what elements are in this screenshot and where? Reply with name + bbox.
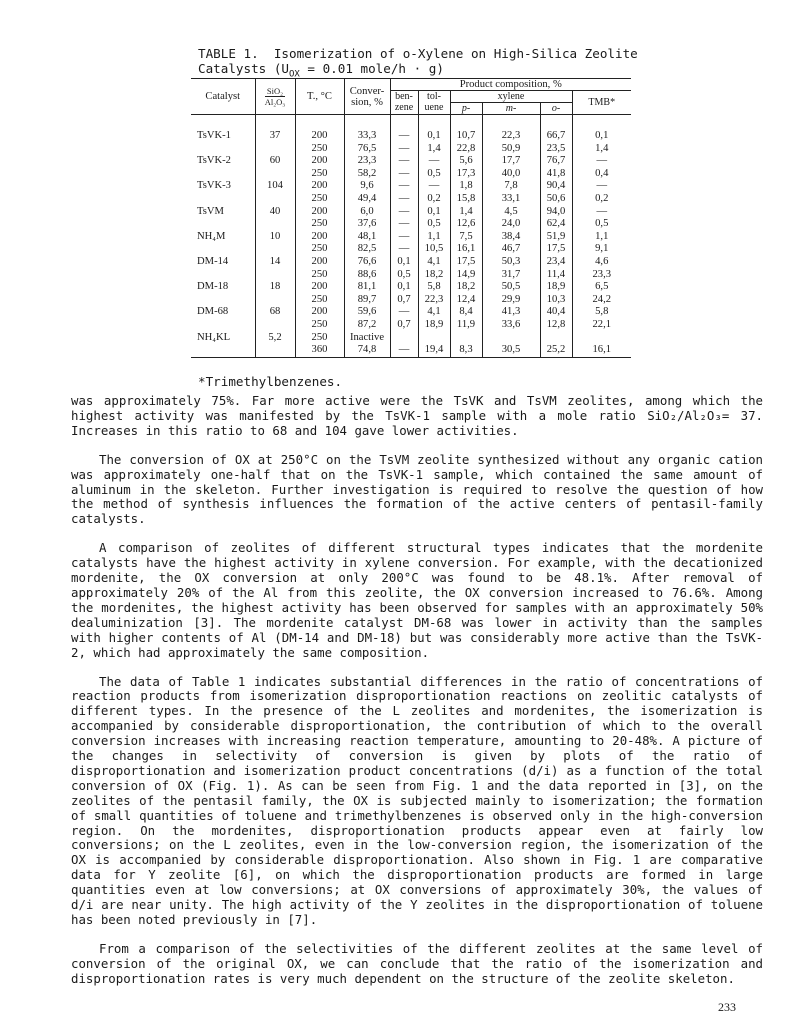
table-row <box>191 256 631 281</box>
cell-ratio: 104 <box>255 180 295 205</box>
cell-tol: 4,1 18,9 <box>418 306 450 331</box>
cell-p: 18,2 12,4 <box>450 281 482 306</box>
cell-temp: 200 250 <box>295 231 344 256</box>
cell-o: 40,4 12,8 <box>540 306 572 331</box>
header-conversion: Conver-sion, % <box>344 79 390 115</box>
cell-tol: — 0,2 <box>418 180 450 205</box>
cell-p: 5,6 17,3 <box>450 155 482 180</box>
caption-line-2-suffix: = 0.01 mole/h · g) <box>299 61 444 76</box>
body-text <box>71 394 763 1001</box>
cell-benz: — — <box>390 155 418 180</box>
cell-ratio: 40 <box>255 206 295 231</box>
ratio-denominator: Al₂O₃ <box>264 96 286 107</box>
table-footnote: *Trimethylbenzenes. <box>198 374 343 389</box>
header-product-composition: Product composition, % <box>390 79 631 91</box>
cell-o: 23,4 11,4 <box>540 256 572 281</box>
cell-temp: 200 250 <box>295 155 344 180</box>
cell-benz: — — <box>390 115 418 156</box>
header-toluene: tol-uene <box>418 91 450 115</box>
cell-tol: 0,1 0,5 <box>418 206 450 231</box>
cell-temp: 200 250 <box>295 306 344 331</box>
table-row <box>191 115 631 156</box>
caption-line-2-sub: OX <box>289 69 300 80</box>
cell-temp: 200 250 <box>295 180 344 205</box>
cell-temp: 200 250 <box>295 115 344 156</box>
cell-m: 22,3 50,9 <box>482 115 540 156</box>
page-number: 233 <box>718 1000 736 1014</box>
cell-temp: 200 250 <box>295 256 344 281</box>
cell-benz: — — <box>390 231 418 256</box>
header-catalyst: Catalyst <box>191 79 255 115</box>
caption-line-2-prefix: Catalysts (U <box>198 61 289 76</box>
cell-conv: 81,1 89,7 <box>344 281 390 306</box>
cell-o: 18,9 10,3 <box>540 281 572 306</box>
cell-p: 8,4 11,9 <box>450 306 482 331</box>
table-row <box>191 206 631 231</box>
paragraph-2: The conversion of OX at 250°C on the TsVM zeolite synthesized without any organic cation was approximately one-half that on the TsVK-1 sample, which contained the same amount of aluminum in the skeleton. Further investigation is required to resolve the question of how the method of synthesis influences the formation of the active centers of pentasil-family catalysts. <box>71 451 763 527</box>
cell-catalyst: NH₄KL <box>191 332 255 358</box>
cell-p: 1,8 15,8 <box>450 180 482 205</box>
cell-catalyst: TsVK-2 <box>197 155 231 167</box>
cell-tmb: 6,5 24,2 <box>572 281 631 306</box>
table-row <box>191 155 631 180</box>
cell-benz: — 0,7 <box>390 306 418 331</box>
table-row <box>191 231 631 256</box>
cell-catalyst: DM-68 <box>197 306 229 318</box>
cell-conv: 76,6 88,6 <box>344 256 390 281</box>
cell-o: 90,4 50,6 <box>540 180 572 205</box>
cell-tol: 19,4 <box>418 332 450 358</box>
cell-m: 50,5 29,9 <box>482 281 540 306</box>
cell-conv: 48,1 82,5 <box>344 231 390 256</box>
cell-catalyst: TsVM <box>197 205 224 217</box>
cell-conv: 33,3 76,5 <box>344 115 390 156</box>
cell-catalyst: TsVK-1 <box>197 130 231 141</box>
cell-ratio: 37 <box>255 115 295 156</box>
cell-tmb: 5,8 22,1 <box>572 306 631 331</box>
cell-ratio: 5,2 <box>255 332 295 358</box>
cell-conv: 59,6 87,2 <box>344 306 390 331</box>
cell-temp: 250 360 <box>295 332 344 358</box>
cell-tmb: 1,1 9,1 <box>572 231 631 256</box>
cell-ratio: 14 <box>255 256 295 281</box>
cell-benz: 0,1 0,7 <box>390 281 418 306</box>
cell-m: 50,3 31,7 <box>482 256 540 281</box>
cell-catalyst: DM-14 <box>197 255 229 267</box>
header-benzene: ben-zene <box>390 91 418 115</box>
ratio-numerator: SiO₂ <box>265 86 286 97</box>
caption-line-1: TABLE 1. Isomerization of o-Xylene on High-Silica Zeolite <box>198 46 638 61</box>
table-row <box>191 306 631 331</box>
cell-benz: 0,1 0,5 <box>390 256 418 281</box>
header-xylene: xylene <box>450 91 572 103</box>
cell-ratio: 60 <box>255 155 295 180</box>
table-row <box>191 332 631 358</box>
cell-ratio: 18 <box>255 281 295 306</box>
ratio-fraction <box>265 86 286 107</box>
cell-o: 66,7 23,5 <box>540 115 572 156</box>
cell-ratio: 10 <box>255 231 295 256</box>
cell-o: 25,2 <box>540 332 572 358</box>
cell-p: 7,5 16,1 <box>450 231 482 256</box>
header-temperature: T., °C <box>295 79 344 115</box>
cell-tmb: — 0,4 <box>572 155 631 180</box>
cell-m: 38,4 46,7 <box>482 231 540 256</box>
cell-tol: 0,1 1,4 <box>418 115 450 156</box>
cell-benz: — — <box>390 180 418 205</box>
paragraph-4: The data of Table 1 indicates substantial differences in the ratio of concentrations of reaction products from isomerization disproportionation reactions on zeolitic catalysts of different types. In the presence of the L zeolites and mordenites, the isomerization is accompanied by considerable disproportionation, the contribution of which to the overall conversion increases with increasing reaction temperature, amounting to 20-48%. A picture of the changes in selectivity of conversion is given by plots of the ratio of disproportionation and isomerization product concentrations (d/i) as a function of the total conversion of OX (Fig. 1). As can be seen from Fig. 1 and the data reported in [3], on the zeolites of the pentasil family, the OX is subjected mainly to isomerization; the formation of small quantities of toluene and trimethylbenzenes is observed only in the high-conversion region. On the mordenites, disproportionation products appear even at fairly low conversions; on the L zeolites, even in the low-conversion region, the isomerization of the OX is accompanied by considerable disproportionation. Also shown in Fig. 1 are comparative data for Y zeolite [6], on which the disproportionation products are formed in large quantities even at low conversions; at OX conversions of approximately 30%, the values of d/i are near unity. The high activity of the Y zeolites in the disproportionation of toluene has been noted previously in [7]. <box>71 673 763 927</box>
cell-tmb: — 0,5 <box>572 206 631 231</box>
cell-conv: Inactive 74,8 <box>344 332 390 358</box>
header-ratio <box>255 79 295 115</box>
cell-p: 10,7 22,8 <box>450 115 482 156</box>
cell-temp: 200 250 <box>295 206 344 231</box>
cell-o: 51,9 17,5 <box>540 231 572 256</box>
cell-tmb: 4,6 23,3 <box>572 256 631 281</box>
cell-conv: 23,3 58,2 <box>344 155 390 180</box>
cell-m: 4,5 24,0 <box>482 206 540 231</box>
cell-benz: — — <box>390 206 418 231</box>
cell-o: 94,0 62,4 <box>540 206 572 231</box>
paragraph-3: A comparison of zeolites of different structural types indicates that the mordenite catalysts have the highest activity in xylene conversion. For example, with the decationized mordenite, the OX conversion at only 200°C was found to be 48.1%. After removal of approximately 20% of the Al from this zeolite, the OX conversion increased to 76.6%. Among the mordenites, the highest activity has been observed for samples with an approximately 50% dealuminization [3]. The mordenite catalyst DM-68 was lower in activity than the samples with higher contents of Al (DM-14 and DM-18) but was considerably more active than the TsVK-2, which had approximately the same composition. <box>71 540 763 660</box>
header-o-xylene: o- <box>540 103 572 115</box>
cell-tol: — 0,5 <box>418 155 450 180</box>
table-row <box>191 180 631 205</box>
cell-p: 1,4 12,6 <box>450 206 482 231</box>
isomerization-table <box>191 78 631 358</box>
table-body <box>191 115 631 358</box>
cell-tmb: 0,1 1,4 <box>572 115 631 156</box>
cell-m: 30,5 <box>482 332 540 358</box>
cell-m: 7,8 33,1 <box>482 180 540 205</box>
paragraph-1: was approximately 75%. Far more active were the TsVK and TsVM zeolites, among which the highest activity was manifested by the TsVK-1 sample with a mole ratio SiO₂/Al₂O₃= 37. Increases in this ratio to 68 and 104 gave lower activities. <box>71 393 763 438</box>
cell-ratio: 68 <box>255 306 295 331</box>
cell-tol: 1,1 10,5 <box>418 231 450 256</box>
cell-tol: 5,8 22,3 <box>418 281 450 306</box>
cell-m: 41,3 33,6 <box>482 306 540 331</box>
cell-conv: 9,6 49,4 <box>344 180 390 205</box>
header-p-xylene: p- <box>450 103 482 115</box>
cell-p: 8,3 <box>450 332 482 358</box>
cell-tol: 4,1 18,2 <box>418 256 450 281</box>
paragraph-5: From a comparison of the selectivities of the different zeolites at the same level of conversion of the original OX, we can conclude that the ratio of the isomerization and disproportionation rates is very much dependent on the structure of the zeolite skeleton. <box>71 940 763 986</box>
header-tmb: TMB* <box>572 91 631 115</box>
cell-o: 76,7 41,8 <box>540 155 572 180</box>
cell-p: 17,5 14,9 <box>450 256 482 281</box>
cell-catalyst: TsVK-3 <box>197 180 231 192</box>
cell-tmb: — 0,2 <box>572 180 631 205</box>
cell-benz: — <box>390 332 418 358</box>
table-row <box>191 281 631 306</box>
cell-tmb: 16,1 <box>572 332 631 358</box>
cell-catalyst: NH₄M <box>197 230 226 242</box>
cell-m: 17,7 40,0 <box>482 155 540 180</box>
cell-temp: 200 250 <box>295 281 344 306</box>
header-m-xylene: m- <box>482 103 540 115</box>
cell-conv: 6,0 37,6 <box>344 206 390 231</box>
cell-catalyst: DM-18 <box>197 281 229 293</box>
